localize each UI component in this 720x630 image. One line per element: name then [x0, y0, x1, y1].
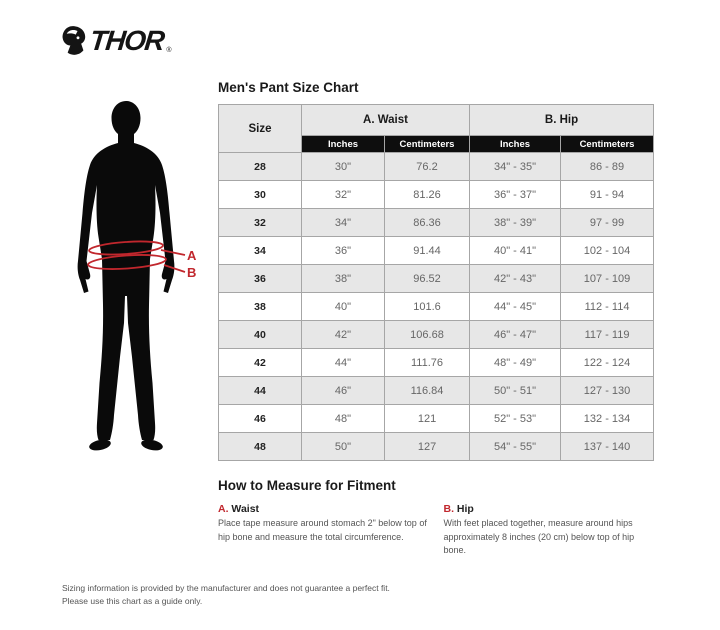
column-header-waist: A. Waist [302, 105, 470, 136]
registered-trademark: ® [166, 47, 172, 54]
subheader-hip-inches: Inches [470, 136, 561, 153]
sizing-disclaimer [62, 582, 390, 608]
cell-waist-cm: 86.36 [385, 209, 470, 237]
table-row [219, 433, 654, 461]
table-row [219, 349, 654, 377]
cell-hip-in: 48" - 49" [470, 349, 561, 377]
male-silhouette-diagram [60, 93, 210, 465]
table-row [219, 237, 654, 265]
cell-waist-in: 38" [302, 265, 385, 293]
cell-hip-cm: 91 - 94 [561, 181, 654, 209]
brand-logo-text: THOR [88, 24, 166, 56]
cell-hip-cm: 107 - 109 [561, 265, 654, 293]
cell-waist-cm: 91.44 [385, 237, 470, 265]
cell-waist-cm: 111.76 [385, 349, 470, 377]
cell-size: 48 [219, 433, 302, 461]
subheader-hip-centimeters: Centimeters [561, 136, 654, 153]
cell-waist-cm: 101.6 [385, 293, 470, 321]
cell-size: 32 [219, 209, 302, 237]
cell-hip-in: 42" - 43" [470, 265, 561, 293]
cell-waist-in: 30" [302, 153, 385, 181]
measure-hip-label [444, 503, 655, 515]
measure-hip-text: With feet placed together, measure around hips approximately 8 inches (20 cm) below top of hip bone. [443, 518, 635, 555]
cell-waist-in: 40" [302, 293, 385, 321]
table-row [219, 293, 654, 321]
cell-hip-cm: 102 - 104 [561, 237, 654, 265]
measure-waist-letter: A. [218, 503, 229, 515]
cell-waist-cm: 116.84 [385, 377, 470, 405]
column-header-size: Size [219, 105, 302, 153]
cell-waist-cm: 127 [385, 433, 470, 461]
table-row [219, 209, 654, 237]
cell-size: 46 [219, 405, 302, 433]
cell-waist-in: 48" [302, 405, 385, 433]
brand-logo [60, 24, 172, 57]
measure-waist-text: Place tape measure around stomach 2" below top of hip bone and measure the total circumference. [218, 518, 427, 542]
cell-waist-in: 34" [302, 209, 385, 237]
content-column [218, 80, 654, 558]
cell-waist-in: 36" [302, 237, 385, 265]
cell-size: 34 [219, 237, 302, 265]
measure-waist-block [218, 503, 429, 558]
cell-hip-in: 50" - 51" [470, 377, 561, 405]
cell-hip-cm: 127 - 130 [561, 377, 654, 405]
column-header-hip: B. Hip [470, 105, 654, 136]
cell-hip-cm: 137 - 140 [561, 433, 654, 461]
cell-hip-cm: 112 - 114 [561, 293, 654, 321]
cell-hip-in: 38" - 39" [470, 209, 561, 237]
cell-waist-in: 46" [302, 377, 385, 405]
thor-ram-icon [60, 24, 87, 57]
cell-hip-in: 52" - 53" [470, 405, 561, 433]
table-row [219, 321, 654, 349]
cell-size: 30 [219, 181, 302, 209]
cell-waist-cm: 81.26 [385, 181, 470, 209]
waist-label-a: A [187, 248, 197, 263]
table-row [219, 405, 654, 433]
table-row [219, 181, 654, 209]
cell-waist-in: 32" [302, 181, 385, 209]
measure-hip-title: Hip [456, 503, 474, 515]
subheader-waist-inches: Inches [302, 136, 385, 153]
cell-waist-cm: 106.68 [385, 321, 470, 349]
cell-hip-in: 40" - 41" [470, 237, 561, 265]
hip-label-b: B [187, 265, 197, 280]
cell-hip-cm: 132 - 134 [561, 405, 654, 433]
cell-size: 36 [219, 265, 302, 293]
cell-waist-in: 44" [302, 349, 385, 377]
cell-size: 42 [219, 349, 302, 377]
cell-waist-in: 50" [302, 433, 385, 461]
measurement-figure [60, 93, 210, 465]
cell-hip-in: 34" - 35" [470, 153, 561, 181]
cell-size: 28 [219, 153, 302, 181]
measure-heading: How to Measure for Fitment [218, 478, 396, 493]
cell-waist-cm: 121 [385, 405, 470, 433]
cell-size: 44 [219, 377, 302, 405]
subheader-waist-centimeters: Centimeters [385, 136, 470, 153]
cell-waist-cm: 76.2 [385, 153, 470, 181]
cell-waist-cm: 96.52 [385, 265, 470, 293]
cell-hip-in: 54" - 55" [470, 433, 561, 461]
cell-hip-in: 36" - 37" [470, 181, 561, 209]
cell-size: 40 [219, 321, 302, 349]
measure-hip-letter: B. [443, 503, 454, 515]
table-row [219, 377, 654, 405]
size-chart-table [218, 104, 654, 461]
cell-size: 38 [219, 293, 302, 321]
disclaimer-line-2: Please use this chart as a guide only. [62, 595, 203, 606]
measure-waist-title: Waist [231, 503, 260, 515]
cell-hip-cm: 97 - 99 [561, 209, 654, 237]
table-row [219, 153, 654, 181]
size-table-body [219, 153, 654, 461]
cell-hip-in: 44" - 45" [470, 293, 561, 321]
cell-waist-in: 42" [302, 321, 385, 349]
cell-hip-in: 46" - 47" [470, 321, 561, 349]
disclaimer-line-1: Sizing information is provided by the manufacturer and does not guarantee a perfect fit. [62, 583, 390, 593]
table-row [219, 265, 654, 293]
how-to-measure-section [218, 478, 654, 558]
measure-waist-label [218, 503, 429, 515]
cell-hip-cm: 117 - 119 [561, 321, 654, 349]
cell-hip-cm: 122 - 124 [561, 349, 654, 377]
cell-hip-cm: 86 - 89 [561, 153, 654, 181]
measure-hip-block [444, 503, 655, 558]
page-title: Men's Pant Size Chart [218, 80, 359, 95]
